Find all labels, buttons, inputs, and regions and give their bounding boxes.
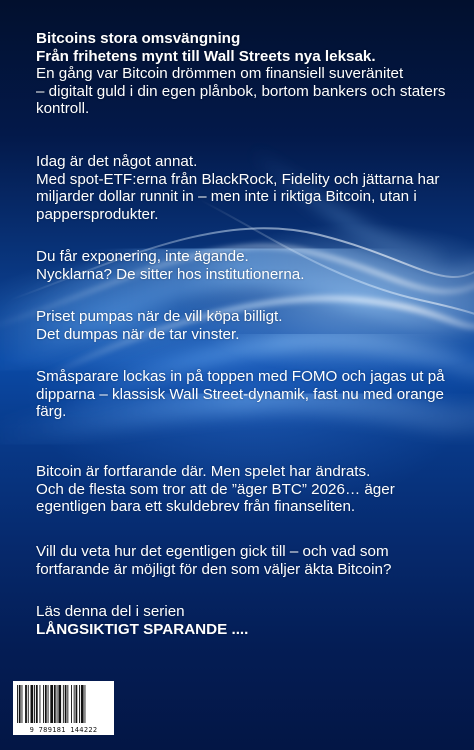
barcode-bar [19,685,21,723]
barcode-bar [65,685,67,723]
barcode-bar [81,685,84,723]
paragraph-line: Småsparare lockas in på toppen med FOMO och jagas ut på [36,368,445,385]
paragraph-line: Med spot-ETF:erna från BlackRock, Fidelity och jättarna har [36,170,440,188]
barcode-bar [36,685,38,723]
barcode-bar [54,685,56,723]
paragraph-fomo [36,368,456,421]
intro-line: En gång var Bitcoin drömmen om finansiell suveränitet [36,65,404,82]
barcode-bar [43,685,44,723]
series-section [36,603,456,638]
intro-section [36,30,456,118]
paragraph-line: egentligen bara ett skuldebrev från finanseliten. [36,498,356,515]
barcode-bar [28,685,29,723]
series-intro: Läs denna del i serien [36,603,185,620]
barcode-bar [63,685,64,723]
barcode-bars [13,681,114,725]
barcode-bar [25,685,27,723]
intro-title: Bitcoins stora omsvängning [36,30,241,47]
paragraph-line: miljarder dollar runnit in – men inte i riktiga Bitcoin, utan i [36,188,417,205]
paragraph-line: Och de flesta som tror att de ”äger BTC” 2026… äger [36,480,395,498]
paragraph-question [36,543,456,578]
paragraph-line: Vill du veta hur det egentligen gick till – och vad som [36,543,389,560]
paragraph-line: Bitcoin är fortfarande där. Men spelet har ändrats. [36,463,371,480]
paragraph-line: färg. [36,403,67,420]
barcode-bar [50,685,53,723]
paragraph-line: fortfarande är möjligt för den som väljer äkta Bitcoin? [36,560,392,578]
barcode-bar [58,685,61,723]
barcode-bar [31,685,34,723]
paragraph-exposure [36,248,456,283]
barcode-bar [34,685,35,723]
barcode-bar [22,685,23,723]
barcode-bar [40,685,41,723]
paragraph-etf [36,153,456,223]
barcode-bar [79,685,80,723]
paragraph-line: Nycklarna? De sitter hos institutionerna. [36,265,305,283]
paragraph-line: Idag är det något annat. [36,153,198,170]
barcode-bar [71,685,72,723]
isbn-digits: 9 789181 144222 [29,726,98,734]
paragraph-line: Det dumpas när de tar vinster. [36,325,240,343]
series-name: LÅNGSIKTIGT SPARANDE .... [36,620,249,638]
isbn-barcode [13,681,114,735]
barcode-bar [48,685,49,723]
paragraph-line: Du får exponering, inte ägande. [36,248,249,265]
barcode-bar [67,685,68,723]
barcode-bar [17,685,18,723]
barcode-bar [57,685,58,723]
paragraph-line: Priset pumpas när de vill köpa billigt. [36,308,283,325]
barcode-bar [45,685,47,723]
intro-line: – digitalt guld i din egen plånbok, bortom bankers och staters [36,82,446,100]
paragraph-line: dipparna – klassisk Wall Street-dynamik, fast nu med orange [36,385,445,403]
paragraph-game-changed [36,463,456,516]
paragraph-line: pappersprodukter. [36,205,159,223]
paragraph-price [36,308,456,343]
intro-line: kontroll. [36,100,90,117]
barcode-bar [76,685,78,723]
intro-subtitle: Från frihetens mynt till Wall Streets nya leksak. [36,47,376,65]
barcode-bar [85,685,86,723]
barcode-bar [74,685,75,723]
